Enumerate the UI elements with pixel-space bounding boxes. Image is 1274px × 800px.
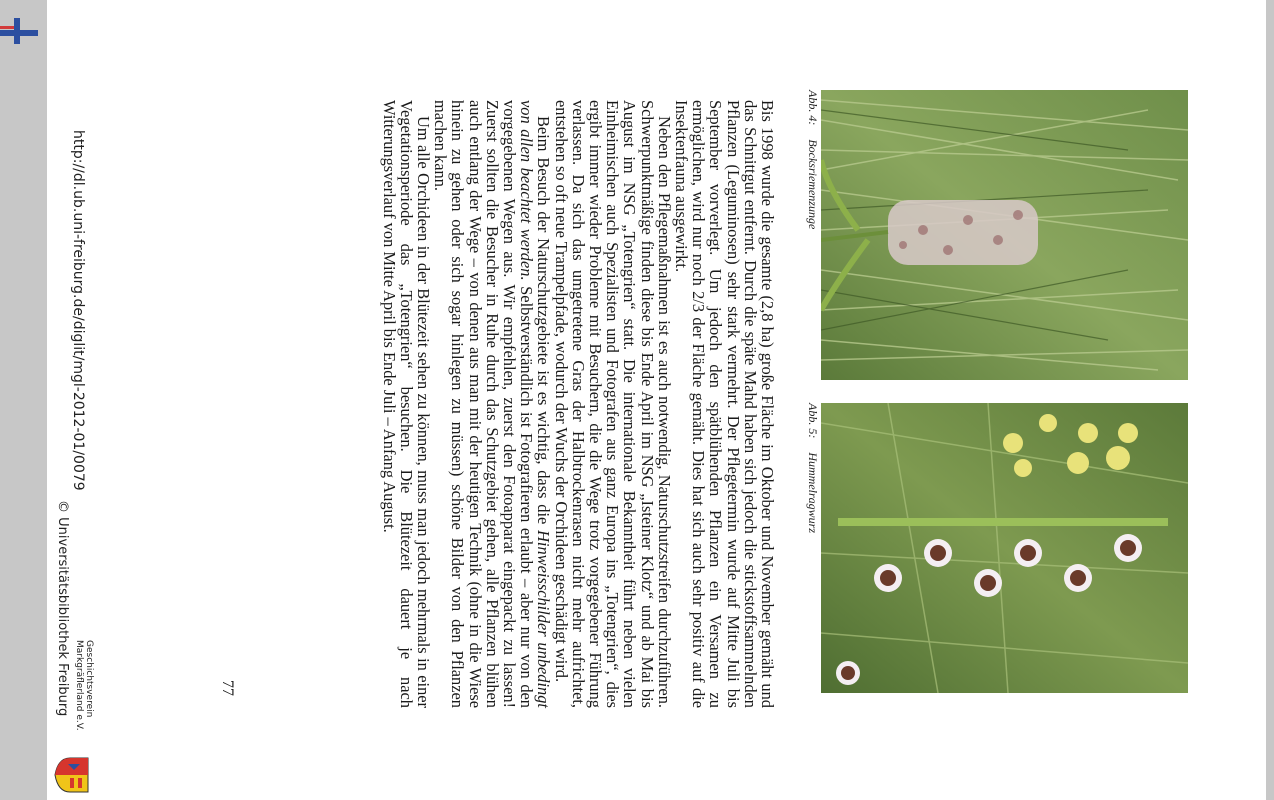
figure-4-label: Abb. 4:	[806, 90, 820, 126]
article-body	[380, 100, 776, 708]
paragraph-3-start: Beim Besuch der Naturschutzgebiete ist es wichtig, dass die	[534, 116, 554, 531]
paragraph-3-end: Selbstverständlich ist Fotografieren erlaubt – aber nur von den vorgegebenen Wegen aus. Wir empfehlen, zuerst den Fotoapparat eingepackt zu lassen! Zuerst sollten die Besucher in Ruhe durch das Schutzgebiet gehen, alle Pflanzen blühen auch entlang der Wege – von denen aus man mit der heutigen Technik (ohne in die Wiese hinein zu gehen oder sich sogar hinlegen zu müssen) schöne Bilder von den Pflanzen machen kann.	[431, 100, 537, 708]
paragraph-3-emphasis: Hinweisschilder unbedingt von allen beachtet werden.	[517, 100, 554, 708]
paragraph-3	[432, 100, 552, 708]
colorbar-mark-icon	[0, 0, 40, 44]
figure-5-photo	[821, 403, 1188, 693]
figure-5-caption	[805, 403, 820, 533]
rotated-page-content	[47, 0, 1266, 800]
figure-4-photo	[821, 90, 1188, 380]
copyright-notice: © Universitätsbibliothek Freiburg	[55, 500, 70, 717]
viewer-right-margin	[1266, 0, 1274, 800]
page-number: 77	[219, 680, 236, 696]
document-page	[47, 0, 1266, 800]
figure-4-title: Bocksriemenzunge	[806, 139, 820, 230]
society-crest-icon	[54, 756, 90, 794]
figure-5-label: Abb. 5:	[806, 403, 820, 439]
paragraph-4: Um alle Orchideen in der Blütezeit sehen zu können, muss man jedoch mehrmals in einer Vegetationsperiode das „Totengrien“ besuchen. Die Blütezeit dauert je nach Witterungsverlauf von Mitte April bis Ende Juli – Anfang August.	[379, 100, 433, 708]
paragraph-2: Neben den Pflegemaßnahmen ist es auch notwendig, Naturschutzstreifen durchzuführen. Schwerpunktmäßige finden diese bis Ende April im NSG „Isteiner Klotz“ und ab Mai bis August im NSG „Totengrien“ statt. Die internationale Bekanntheit führt neben vielen Einheimischen auch Spezialisten und Fotografen aus ganz Europa ins „Totengrien“, dies ergibt immer wieder Probleme mit Besuchern, die die Wege trotz vorgegebener Führung verlassen. Da sich das umgetretene Gras der Halbtrockenrasen nicht mehr aufrichtet, entstehen so oft neue Trampelpfade, wodurch der Wuchs der Orchideen geschädigt wird.	[551, 100, 674, 708]
source-url[interactable]: http://dl.ub.uni-freiburg.de/diglit/mgl-2012-01/0079	[70, 130, 86, 491]
society-name: Geschichtsverein Markgräflerland e.V.	[74, 640, 94, 731]
figure-5-title: Hummelragwurz	[806, 452, 820, 533]
viewer-left-margin	[0, 0, 47, 800]
paragraph-1: Bis 1998 wurde die gesamte (2,8 ha) große Fläche im Oktober und November gemäht und das Schnittgut entfernt. Durch die späte Mahd haben sich jedoch die stickstoffsammelnden Pflanzen (Leguminosen) sehr stark vermehrt. Der Pflegetermin wurde auf Mitte Juli bis September vorverlegt. Um jedoch den spätblühenden Pflanzen ein Versamen zu ermöglichen, wird nur noch 2/3 der Fläche gemäht. Dies hat sich auch sehr positiv auf die Insektenfauna ausgewirkt.	[671, 100, 777, 708]
figure-4-caption	[805, 90, 820, 229]
